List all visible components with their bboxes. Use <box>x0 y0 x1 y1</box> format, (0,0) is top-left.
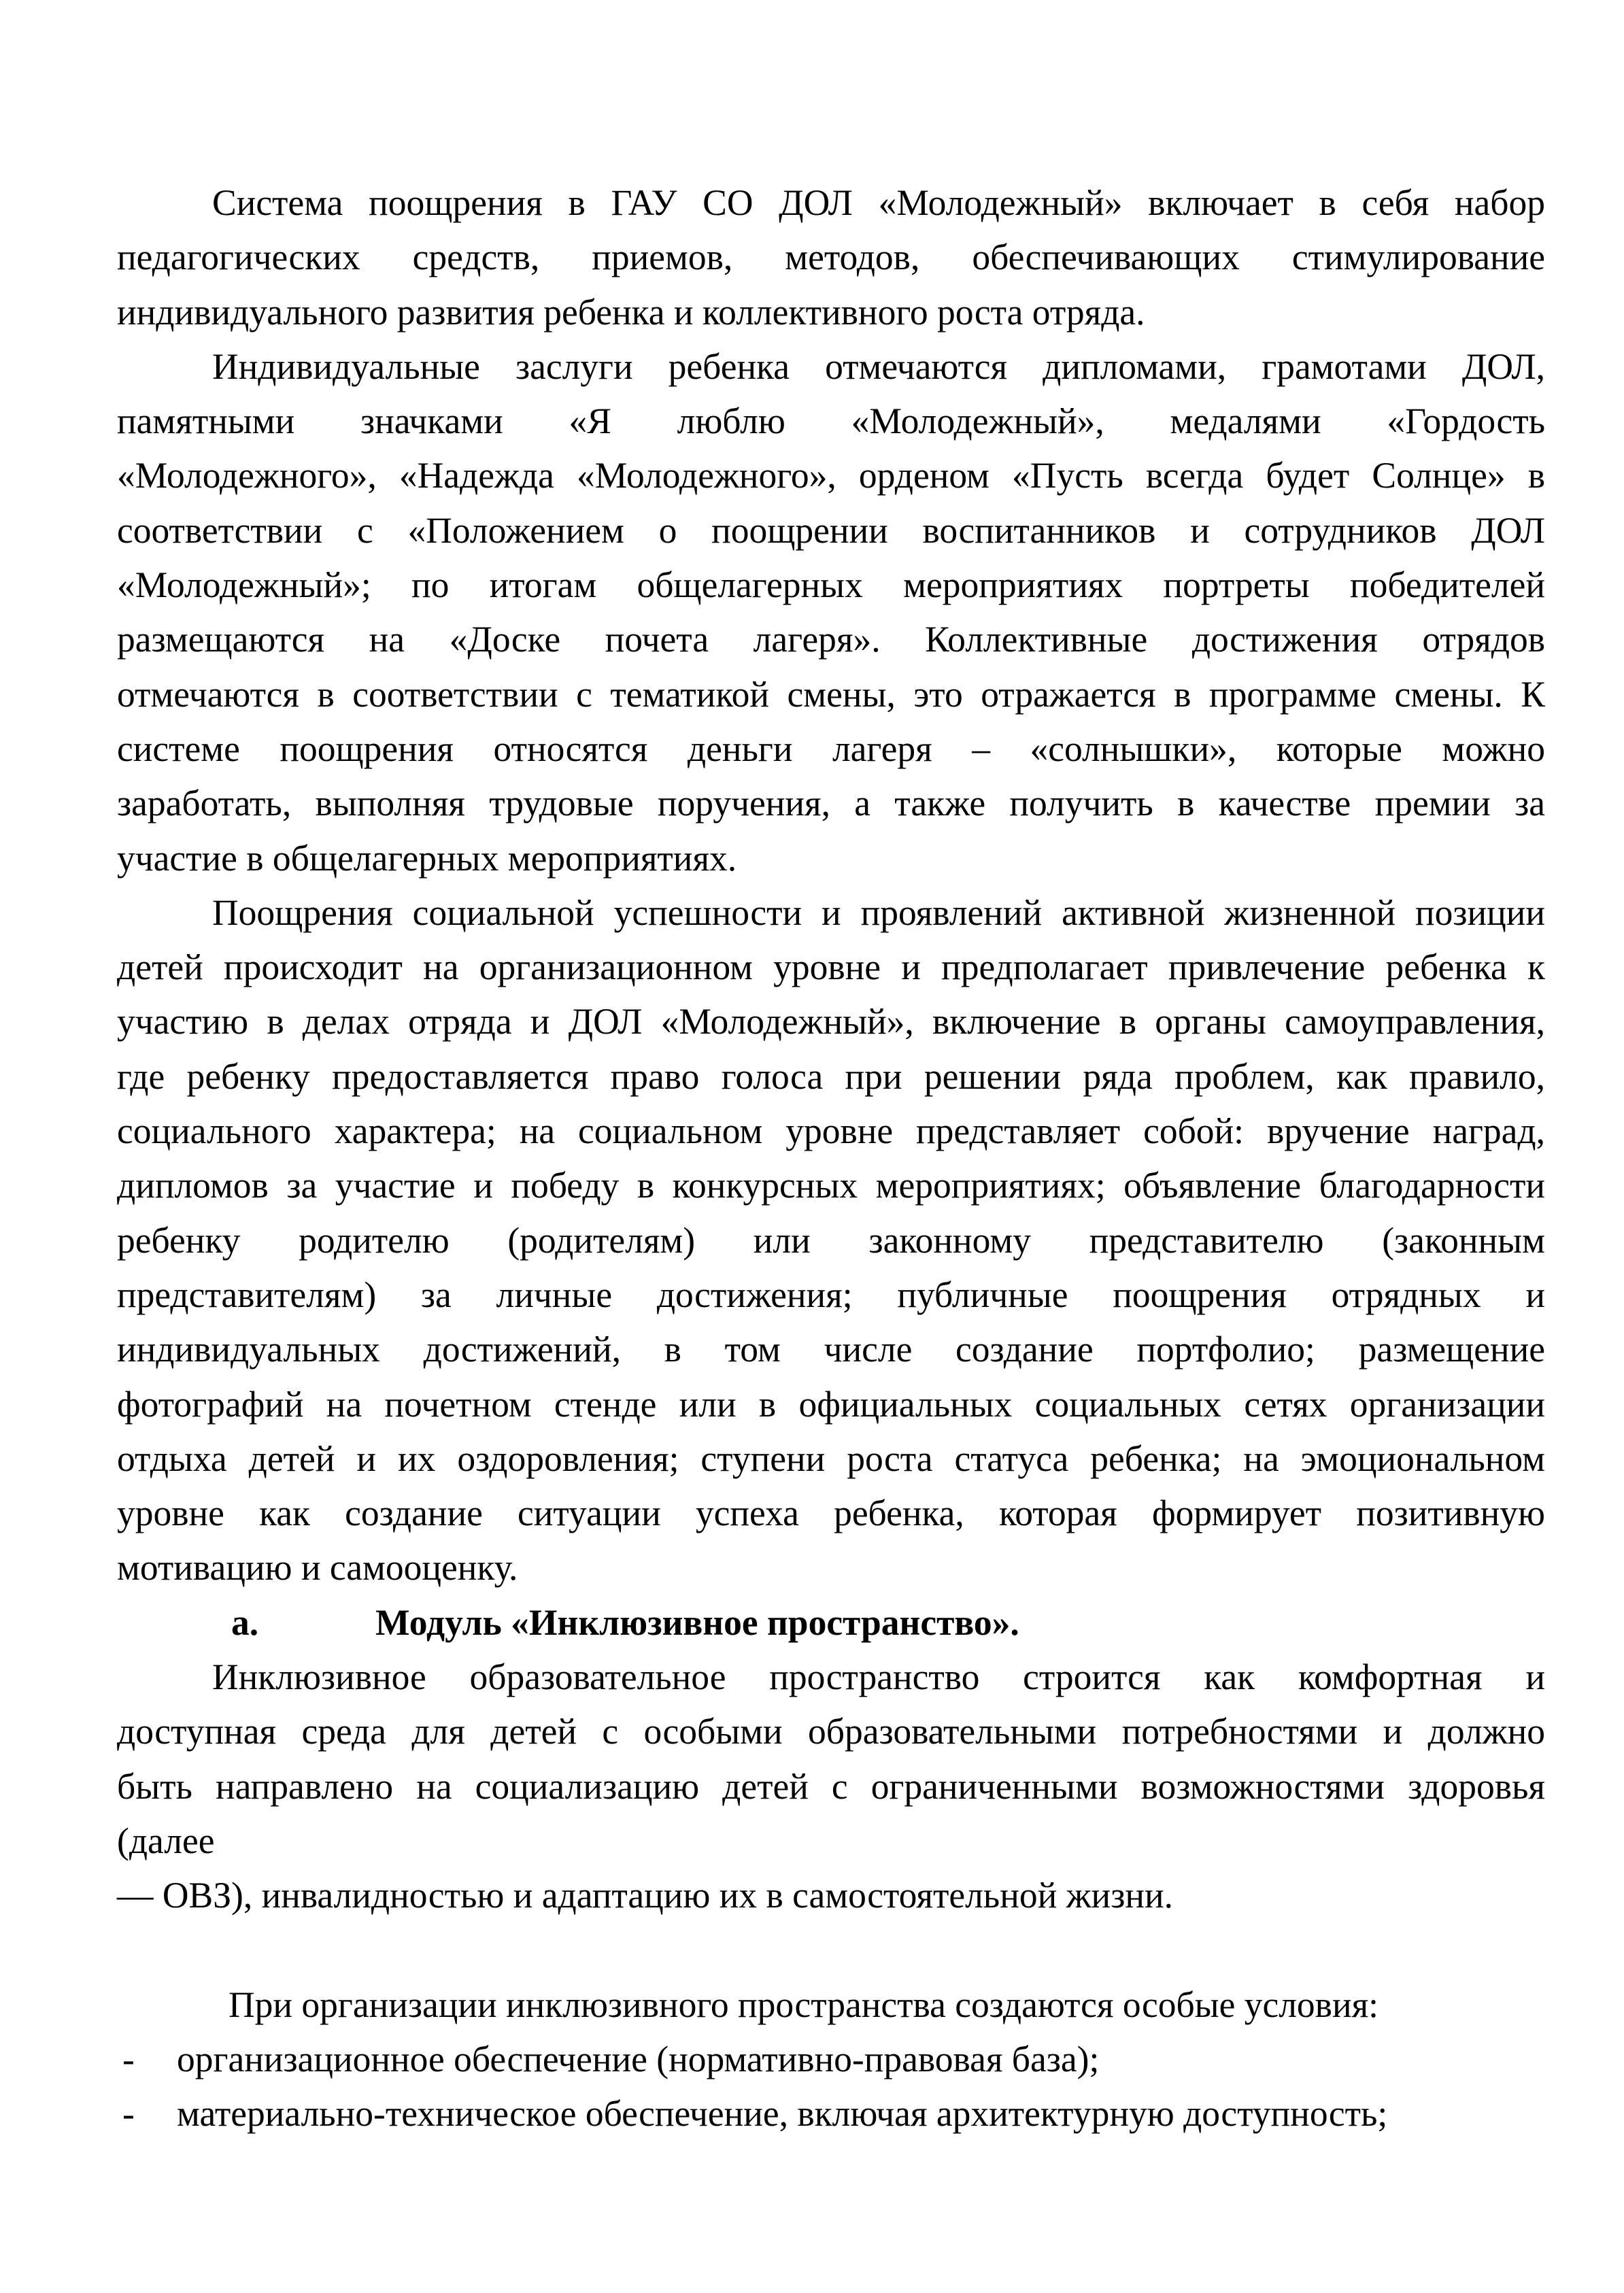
text-line: где ребенку предоставляется право голоса при решении ряда проблем, как правило, <box>117 1055 1545 1097</box>
text-line: размещаются на «Доске почета лагеря». Коллективные достижения отрядов <box>117 619 1545 660</box>
list-item <box>117 2032 1545 2086</box>
text-line: социального характера; на социальном уровне представляет собой: вручение наград, <box>117 1110 1545 1152</box>
text-line: Поощрения социальной успешности и проявлений активной жизненной позиции <box>212 891 1545 933</box>
paragraph-rewards-system <box>117 175 1545 339</box>
text-line: участию в делах отряда и ДОЛ «Молодежный», включение в органы самоуправления, <box>117 1001 1545 1042</box>
document-page <box>117 175 1545 2141</box>
list-dash: - <box>122 2093 135 2135</box>
text-line: участие в общелагерных мероприятиях. <box>117 837 737 879</box>
conditions-list <box>117 2032 1545 2141</box>
text-line: индивидуального развития ребенка и коллективного роста отряда. <box>117 291 1145 333</box>
text-line: «Молодежного», «Надежда «Молодежного», орденом «Пусть всегда будет Солнце» в <box>117 455 1545 496</box>
text-line: Индивидуальные заслуги ребенка отмечаются дипломами, грамотами ДОЛ, <box>212 345 1545 387</box>
text-line: быть направлено на социализацию детей с ограниченными возможностями здоровья <box>117 1765 1545 1807</box>
text-line: доступная среда для детей с особыми образовательными потребностями и должно <box>117 1711 1545 1752</box>
paragraph-inclusive-space <box>117 1650 1545 1922</box>
heading-title: Модуль «Инклюзивное пространство». <box>375 1601 1019 1643</box>
blank-line <box>117 1923 1545 1977</box>
text-line: дипломов за участие и победу в конкурсных мероприятиях; объявление благодарности <box>117 1165 1545 1206</box>
text-line: памятными значками «Я люблю «Молодежный», медалями «Гордость <box>117 401 1545 442</box>
list-dash: - <box>122 2038 135 2079</box>
text-line: детей происходит на организационном уровне и предполагает привлечение ребенка к <box>117 947 1545 988</box>
text-line: ребенку родителю (родителям) или законному представителю (законным <box>117 1219 1545 1261</box>
paragraph-conditions-intro: При организации инклюзивного пространства создаются особые условия: <box>229 1984 1379 2025</box>
heading-marker: a. <box>231 1601 259 1643</box>
text-line: заработать, выполняя трудовые поручения, а также получить в качестве премии за <box>117 783 1545 824</box>
paragraph-social-success <box>117 885 1545 1595</box>
paragraph-individual-merits <box>117 339 1545 885</box>
text-line: фотографий на почетном стенде или в официальных социальных сетях организации <box>117 1383 1545 1425</box>
list-item <box>117 2086 1545 2141</box>
text-line: отмечаются в соответствии с тематикой смены, это отражается в программе смены. К <box>117 673 1545 715</box>
text-line: «Молодежный»; по итогам общелагерных мероприятиях портреты победителей <box>117 564 1545 606</box>
list-item-text: материально-техническое обеспечение, включая архитектурную доступность; <box>177 2093 1388 2135</box>
section-heading <box>117 1595 1545 1650</box>
text-line: Система поощрения в ГАУ СО ДОЛ «Молодежный» включает в себя набор <box>212 182 1545 223</box>
text-line: представителям) за личные достижения; публичные поощрения отрядных и <box>117 1274 1545 1315</box>
text-line: уровне как создание ситуации успеха ребенка, которая формирует позитивную <box>117 1493 1545 1534</box>
text-line: отдыха детей и их оздоровления; ступени роста статуса ребенка; на эмоциональном <box>117 1438 1545 1479</box>
text-line: — ОВЗ), инвалидностью и адаптацию их в самостоятельной жизни. <box>117 1875 1173 1916</box>
text-line: индивидуальных достижений, в том числе создание портфолио; размещение <box>117 1329 1545 1370</box>
text-line: соответствии с «Положением о поощрении воспитанников и сотрудников ДОЛ <box>117 509 1545 551</box>
list-item-text: организационное обеспечение (нормативно-правовая база); <box>177 2038 1100 2079</box>
text-line: Инклюзивное образовательное пространство строится как комфортная и <box>212 1657 1545 1698</box>
text-line: мотивацию и самооценку. <box>117 1547 518 1589</box>
text-line: (далее <box>117 1820 215 1861</box>
text-line: системе поощрения относятся деньги лагеря – «солнышки», которые можно <box>117 728 1545 769</box>
text-line: педагогических средств, приемов, методов, обеспечивающих стимулирование <box>117 237 1545 278</box>
